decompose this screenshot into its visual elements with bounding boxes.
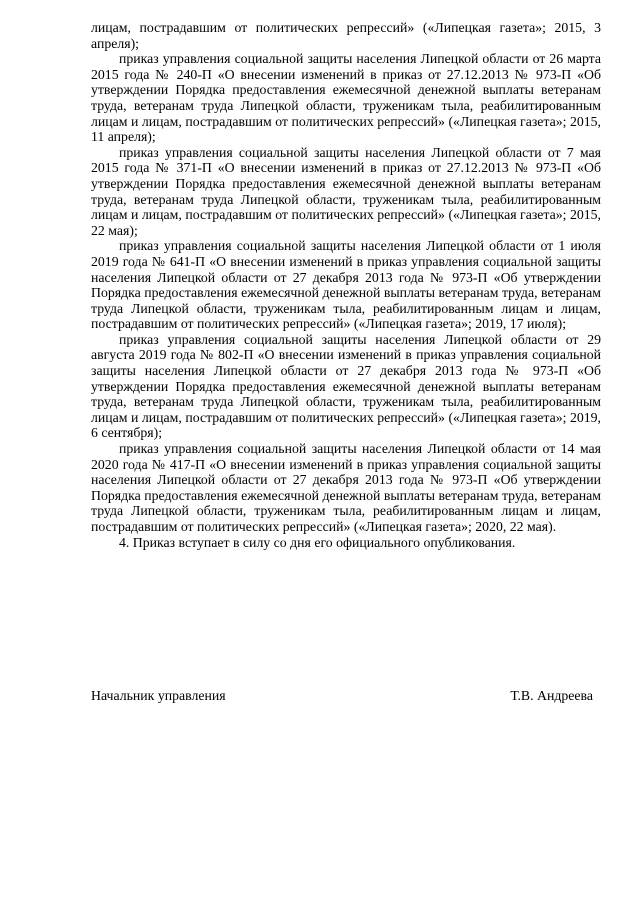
signature-title: Начальник управления <box>91 688 226 703</box>
signature-block <box>91 688 593 706</box>
paragraph-order-2019-802: приказ управления социальной защиты населения Липецкой области от 29 августа 2019 года № 802-П «О внесении изменений в приказ управления социальной защиты населения Липецкой области от 27 декабря 2013 года № 973-П «Об утверждении Порядка предоставления ежемесячной денежной выплаты ветеранам труда, ветеранам труда Липецкой области, труженикам тыла, реабилитированным лицам и лицам, пострадавшим от политических репрессий» («Липецкая газета»; 2019, 6 сентября); <box>91 331 601 441</box>
signature-name: Т.В. Андреева <box>510 688 593 703</box>
paragraph-order-2015-240: приказ управления социальной защиты населения Липецкой области от 26 марта 2015 года № 240-П «О внесении изменений в приказ от 27.12.2013 № 973-П «Об утверждении Порядка предоставления ежемесячной денежной выплаты ветеранам труда, ветеранам труда Липецкой области, труженикам тыла, реабилитированным лицам и лицам, пострадавшим от политических репрессий» («Липецкая газета»; 2015, 11 апреля); <box>91 51 601 145</box>
paragraph-effective-date: 4. Приказ вступает в силу со дня его официального опубликования. <box>119 534 516 550</box>
paragraph-order-2020-417: приказ управления социальной защиты населения Липецкой области от 14 мая 2020 года № 417-П «О внесении изменений в приказ управления социальной защиты населения Липецкой области от 27 декабря 2013 года № 973-П «Об утверждении Порядка предоставления ежемесячной денежной выплаты ветеранам труда, ветеранам труда Липецкой области, труженикам тыла, реабилитированным лицам и лицам, пострадавшим от политических репрессий» («Липецкая газета»; 2020, 22 мая). <box>91 441 601 534</box>
document-body <box>91 20 601 550</box>
paragraph-order-2019-641: приказ управления социальной защиты населения Липецкой области от 1 июля 2019 года № 641-П «О внесении изменений в приказ управления социальной защиты населения Липецкой области от 27 декабря 2013 года № 973-П «Об утверждении Порядка предоставления ежемесячной денежной выплаты ветеранам труда, ветеранам труда Липецкой области, труженикам тыла, реабилитированным лицам и лицам, пострадавшим от политических репрессий» («Липецкая газета»; 2019, 17 июля); <box>91 238 601 332</box>
paragraph-order-2015-371: приказ управления социальной защиты населения Липецкой области от 7 мая 2015 года № 371-П «О внесении изменений в приказ от 27.12.2013 № 973-П «Об утверждении Порядка предоставления ежемесячной денежной выплаты ветеранам труда, ветеранам труда Липецкой области, труженикам тыла, реабилитированным лицам и лицам, пострадавшим от политических репрессий» («Липецкая газета»; 2015, 22 мая); <box>91 144 601 238</box>
paragraph-continuation: лицам, пострадавшим от политических репрессий» («Липецкая газета»; 2015, 3 апреля); <box>91 20 601 51</box>
